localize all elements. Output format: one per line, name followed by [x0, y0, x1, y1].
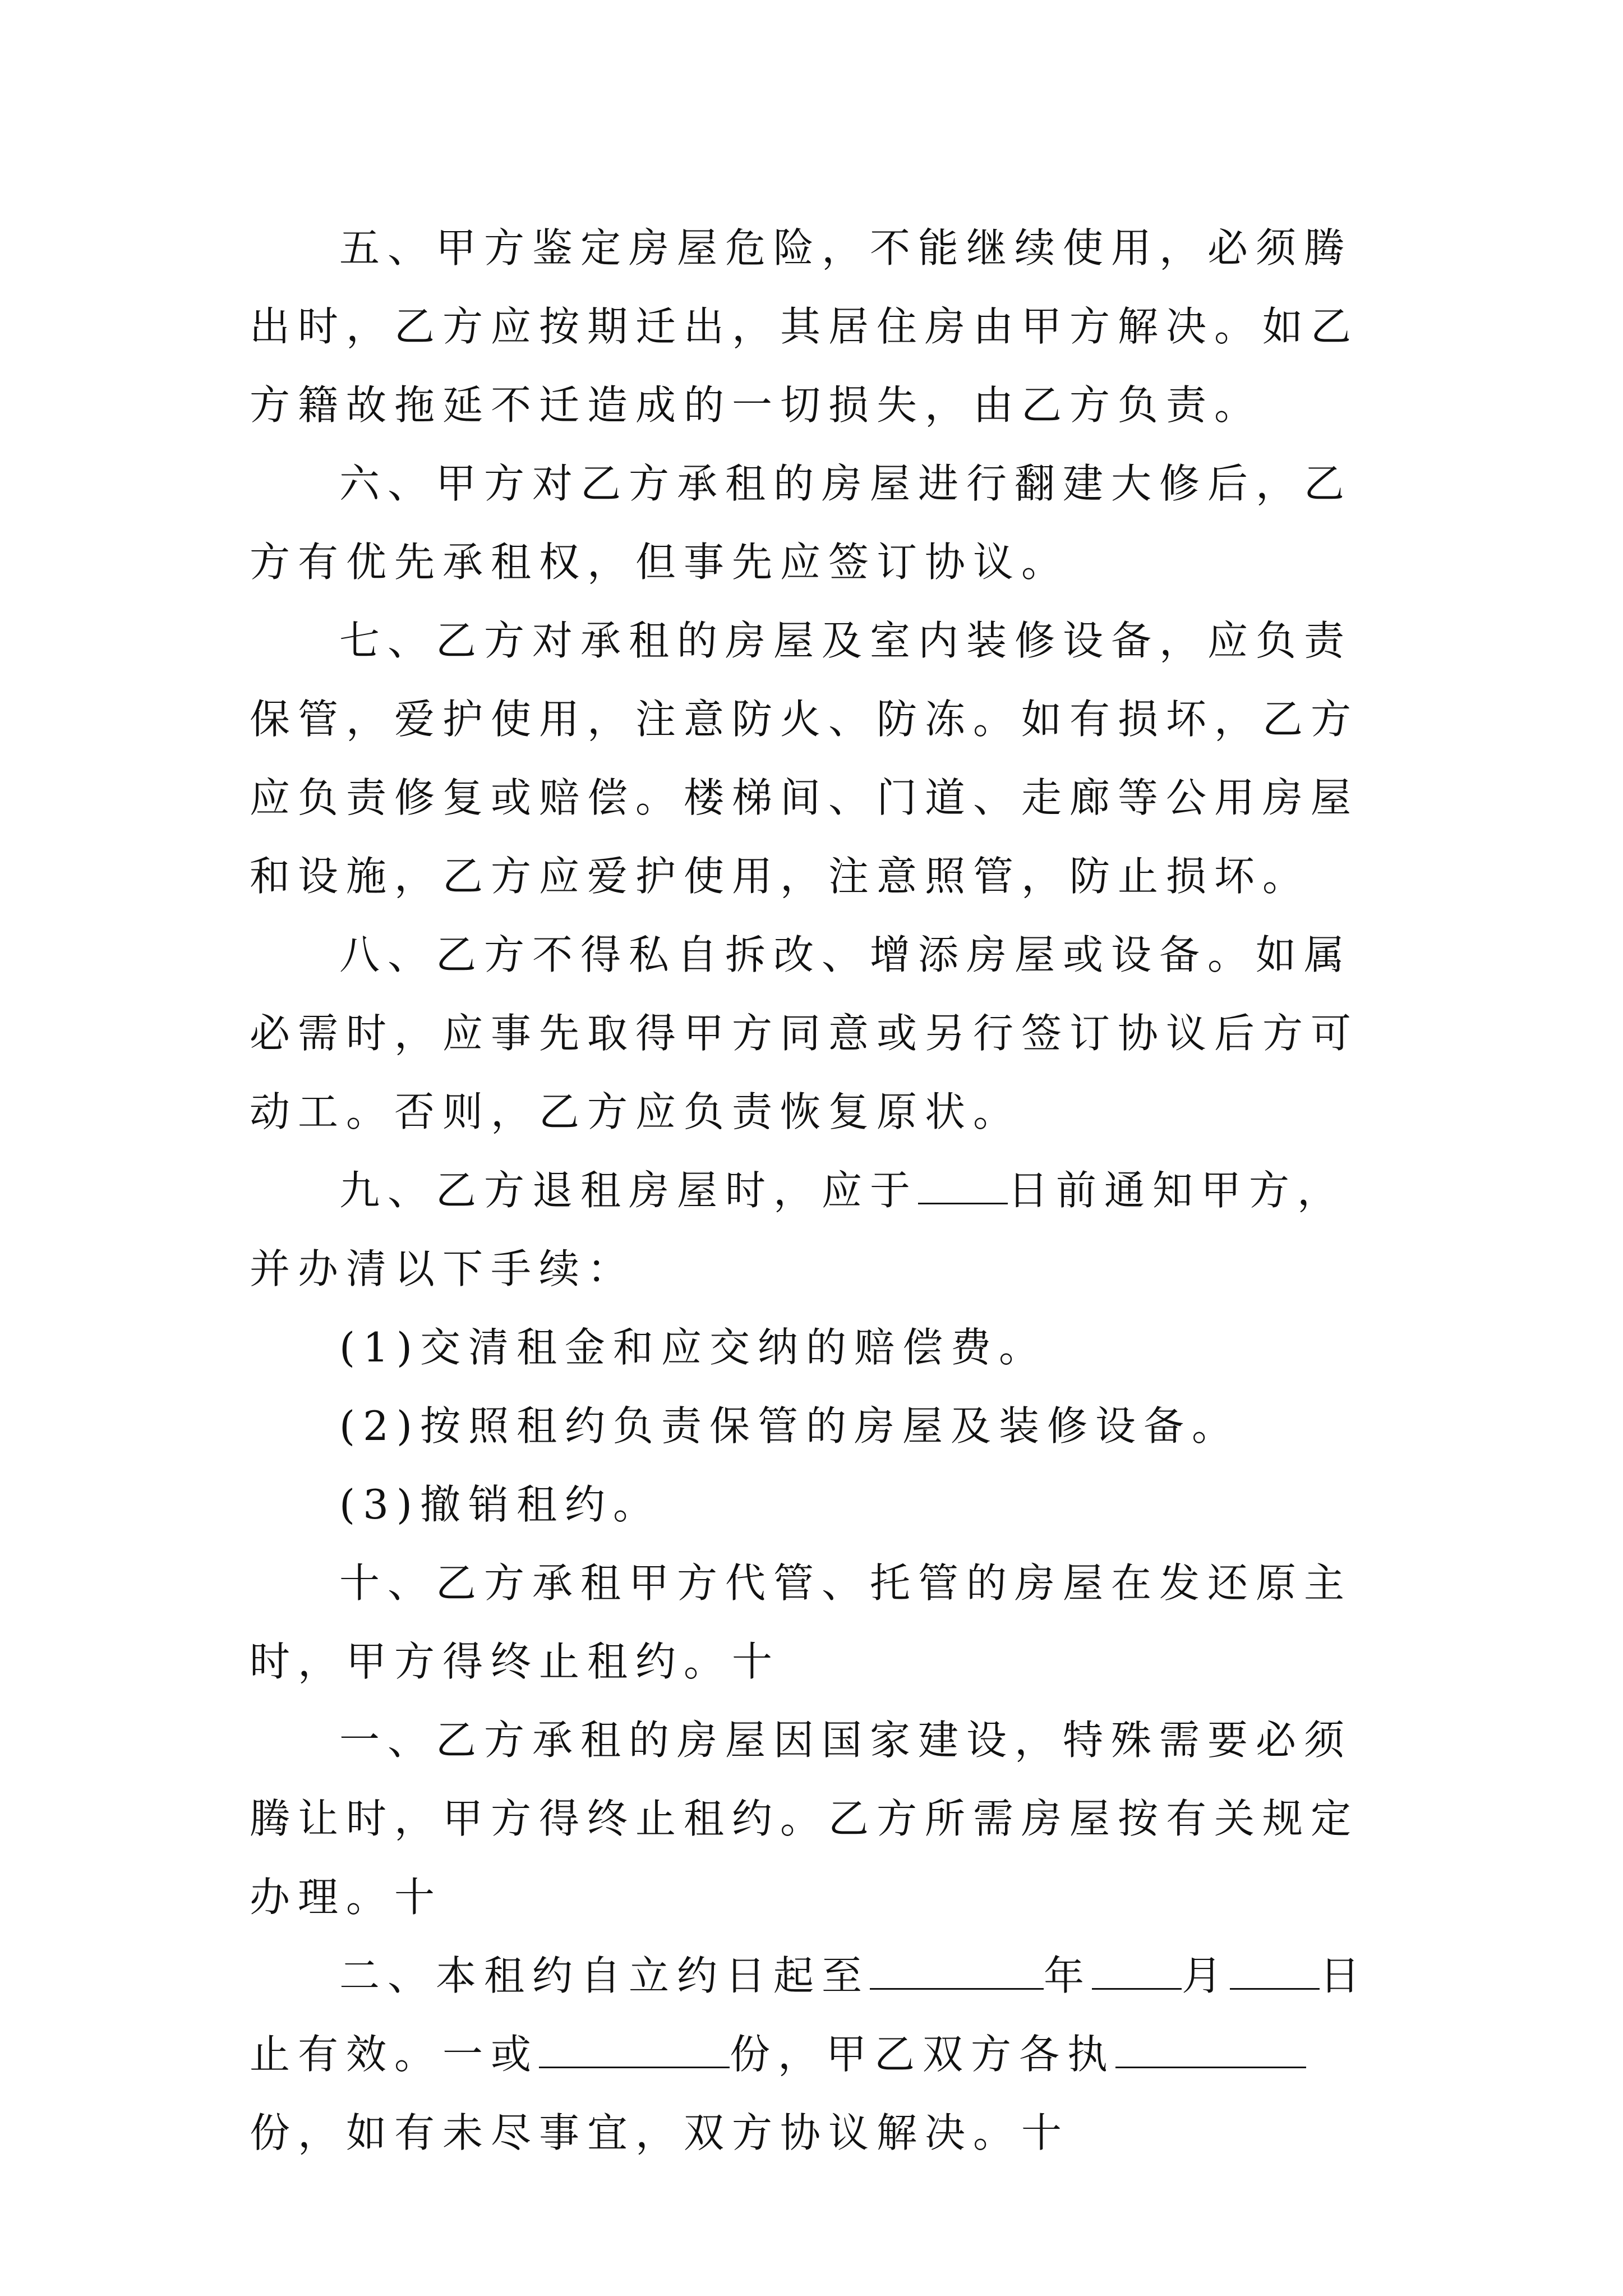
copies-total-blank: [539, 2032, 730, 2068]
clause-9-item-2: (2)按照租约负责保管的房屋及装修设备。: [339, 1402, 1240, 1450]
clause-6: 六、甲方对乙方承租的房屋进行翻建大修后，乙方有优先承租权，但事先应签订协议。: [250, 460, 1353, 586]
clause-12-text-a: 二、本租约自立约日起至: [339, 1952, 870, 1999]
document-body: [250, 209, 1371, 2172]
copies-each-blank: [1115, 2032, 1306, 2068]
clause-7: 七、乙方对承租的房屋及室内装修设备，应负责保管，爱护使用，注意防火、防冻。如有损坏，乙方应负责修复或赔偿。楼梯间、门道、走廊等公用房屋和设施，乙方应爱护使用，注意照管，防止损坏。: [250, 617, 1359, 900]
clause-12: [250, 1936, 1371, 2172]
clause-11: 一、乙方承租的房屋因国家建设，特殊需要必须腾让时，甲方得终止租约。乙方所需房屋按有关规定办理。十: [250, 1717, 1359, 1921]
clause-12-text-b: 年: [1044, 1952, 1092, 1999]
notice-days-blank: [918, 1168, 1008, 1204]
clause-9-text-b: 日前通知甲方，并办清以下手续：: [250, 1167, 1346, 1292]
clause-12-text-e: 份，甲乙双方各执: [730, 2031, 1116, 2078]
clause-5: 五、甲方鉴定房屋危险，不能继续使用，必须腾出时，乙方应按期迁出，其居住房由甲方解决。如乙方籍故拖延不迁造成的一切损失，由乙方负责。: [250, 224, 1359, 429]
clause-9-item-1: (1)交清租金和应交纳的赔偿费。: [339, 1324, 1047, 1371]
clause-8: 八、乙方不得私自拆改、增添房屋或设备。如属必需时，应事先取得甲方同意或另行签订协议后方可动工。否则，乙方应负责恢复原状。: [250, 931, 1359, 1135]
clause-9-item-3: (3)撤销租约。: [339, 1481, 661, 1528]
clause-12-text-c: 月: [1182, 1952, 1230, 1999]
clause-12-text-f: 份，如有未尽事宜，双方协议解决。十: [250, 2109, 1070, 2156]
end-year-blank: [870, 1953, 1044, 1990]
clause-12-text-d: 日止有效。一或: [250, 1952, 1368, 2078]
clause-9-text-a: 九、乙方退租房屋时，应于: [339, 1167, 919, 1214]
end-month-blank: [1092, 1953, 1182, 1990]
end-day-blank: [1230, 1953, 1320, 1990]
clause-9: [250, 1151, 1371, 1308]
clause-10: 十、乙方承租甲方代管、托管的房屋在发还原主时，甲方得终止租约。十: [250, 1559, 1353, 1685]
